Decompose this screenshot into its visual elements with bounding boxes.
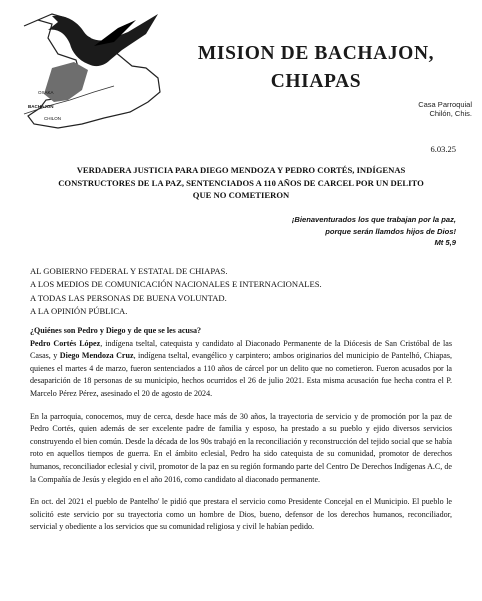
- epigraph-line2: porque serán llamdos hijos de Dios!: [325, 226, 456, 236]
- paragraph-1: [30, 338, 452, 401]
- epigraph-citation: Mt 5,9: [434, 238, 456, 247]
- recipient-line: A TODAS LAS PERSONAS DE BUENA VOLUNTAD.: [30, 292, 227, 303]
- epigraph-line1: ¡Bienaventurados los que trabajan por la paz,: [291, 215, 456, 224]
- title-line2: CONSTRUCTORES DE LA PAZ, SENTENCIADOS A 110 AÑOS DE CARCEL POR UN DELITO: [58, 177, 424, 188]
- mission-map-logo: [18, 8, 166, 130]
- paragraph-2: En la parroquia, conocemos, muy de cerca, desde hace más de 30 años, la trayectoria de servicio y de promoción por la paz de Pedro Cortés, quien además de ser excelente padre de familia y esposo, ha prestado a su pueblo y ejido diversos servicios construyendo el bien común. Desde la década de los 90s trabajó en la reconciliación y reconstrucción del tejido social que se había roto en aquellos tiempos de guerra. En el ámbito eclesial, Pedro ha sido catequista de su comunidad, promotor de derechos humanos, reconciliador eclesial y civil, promotor de la paz en su región formando parte del Centro De Derechos Indígenas A.C, de la Compañía de Jesús y elegido en el año 2016, como candidato al diaconado permanente.: [30, 411, 452, 484]
- paragraph-3: En oct. del 2021 el pueblo de Pantelho' le pidió que prestara el servicio como Presidente Concejal en el Municipio. El pueblo le solicitó este servicio por su trayectoria como un hombre de Dios, bueno, defensor de los derechos humanos, reconciliador, servicial y obediente a los servicios que su comunidad religiosa y civil le habían pedido.: [30, 497, 452, 532]
- title-line1: VERDADERA JUSTICIA PARA DIEGO MENDOZA Y PEDRO CORTÉS, INDÍGENAS: [76, 165, 406, 175]
- document-date: 6.03.25: [430, 144, 456, 154]
- title-line3: QUE NO COMETIERON: [192, 190, 290, 200]
- section-question: ¿Quiénes son Pedro y Diego y de que se les acusa?: [30, 326, 202, 335]
- recipient-line: AL GOBIERNO FEDERAL Y ESTATAL DE CHIAPAS.: [30, 266, 228, 276]
- name-pedro: Pedro Cortés López: [30, 338, 101, 348]
- recipient-line: A LOS MEDIOS DE COMUNICACIÓN NACIONALES E INTERNACIONALES.: [30, 279, 322, 290]
- paragraph-1-text-a: , indígena tseltal, catequista y candidato al Diaconado Permanente de la Diócesis de San Cristóbal de las Casas, y: [30, 338, 453, 361]
- recipient-line: A LA OPINIÓN PÚBLICA.: [30, 305, 128, 316]
- map-label-bachajon: BACHAJON: [28, 104, 54, 109]
- organization-address: [372, 100, 472, 118]
- letter-body: [30, 325, 452, 544]
- map-label-oxaka: OXAKA: [38, 90, 54, 95]
- name-diego: Diego Mendoza Cruz: [59, 351, 134, 361]
- paragraph-1-text-b: , indígena tseltal, evangélico y carpintero; ambos originarios del municipio de Pantelhó, Chiapas, quienes el martes 4 de marzo, fueron sentenciados a 110 años de cárcel por un delito que no cometieron. Fueron acusados por la desaparición de 18 personas de su municipio, hechos ocurridos el 26 de julio 2021. Esta misma acusación fue hecha contra el P. Marcelo Pérez Pérez, asesinado el 20 de agosto de 2024.: [30, 351, 452, 398]
- epigraph: [240, 214, 456, 249]
- address-line1: Casa Parroquial: [418, 100, 472, 109]
- org-title-line1: MISION DE BACHAJON,: [197, 43, 435, 64]
- map-label-chilon: CHILON: [44, 116, 62, 121]
- document-title: [18, 164, 464, 202]
- recipients-list: [30, 265, 450, 318]
- address-line2: Chilón, Chis.: [429, 109, 472, 118]
- organization-title: [166, 40, 466, 96]
- org-title-line2: CHIAPAS: [270, 71, 362, 92]
